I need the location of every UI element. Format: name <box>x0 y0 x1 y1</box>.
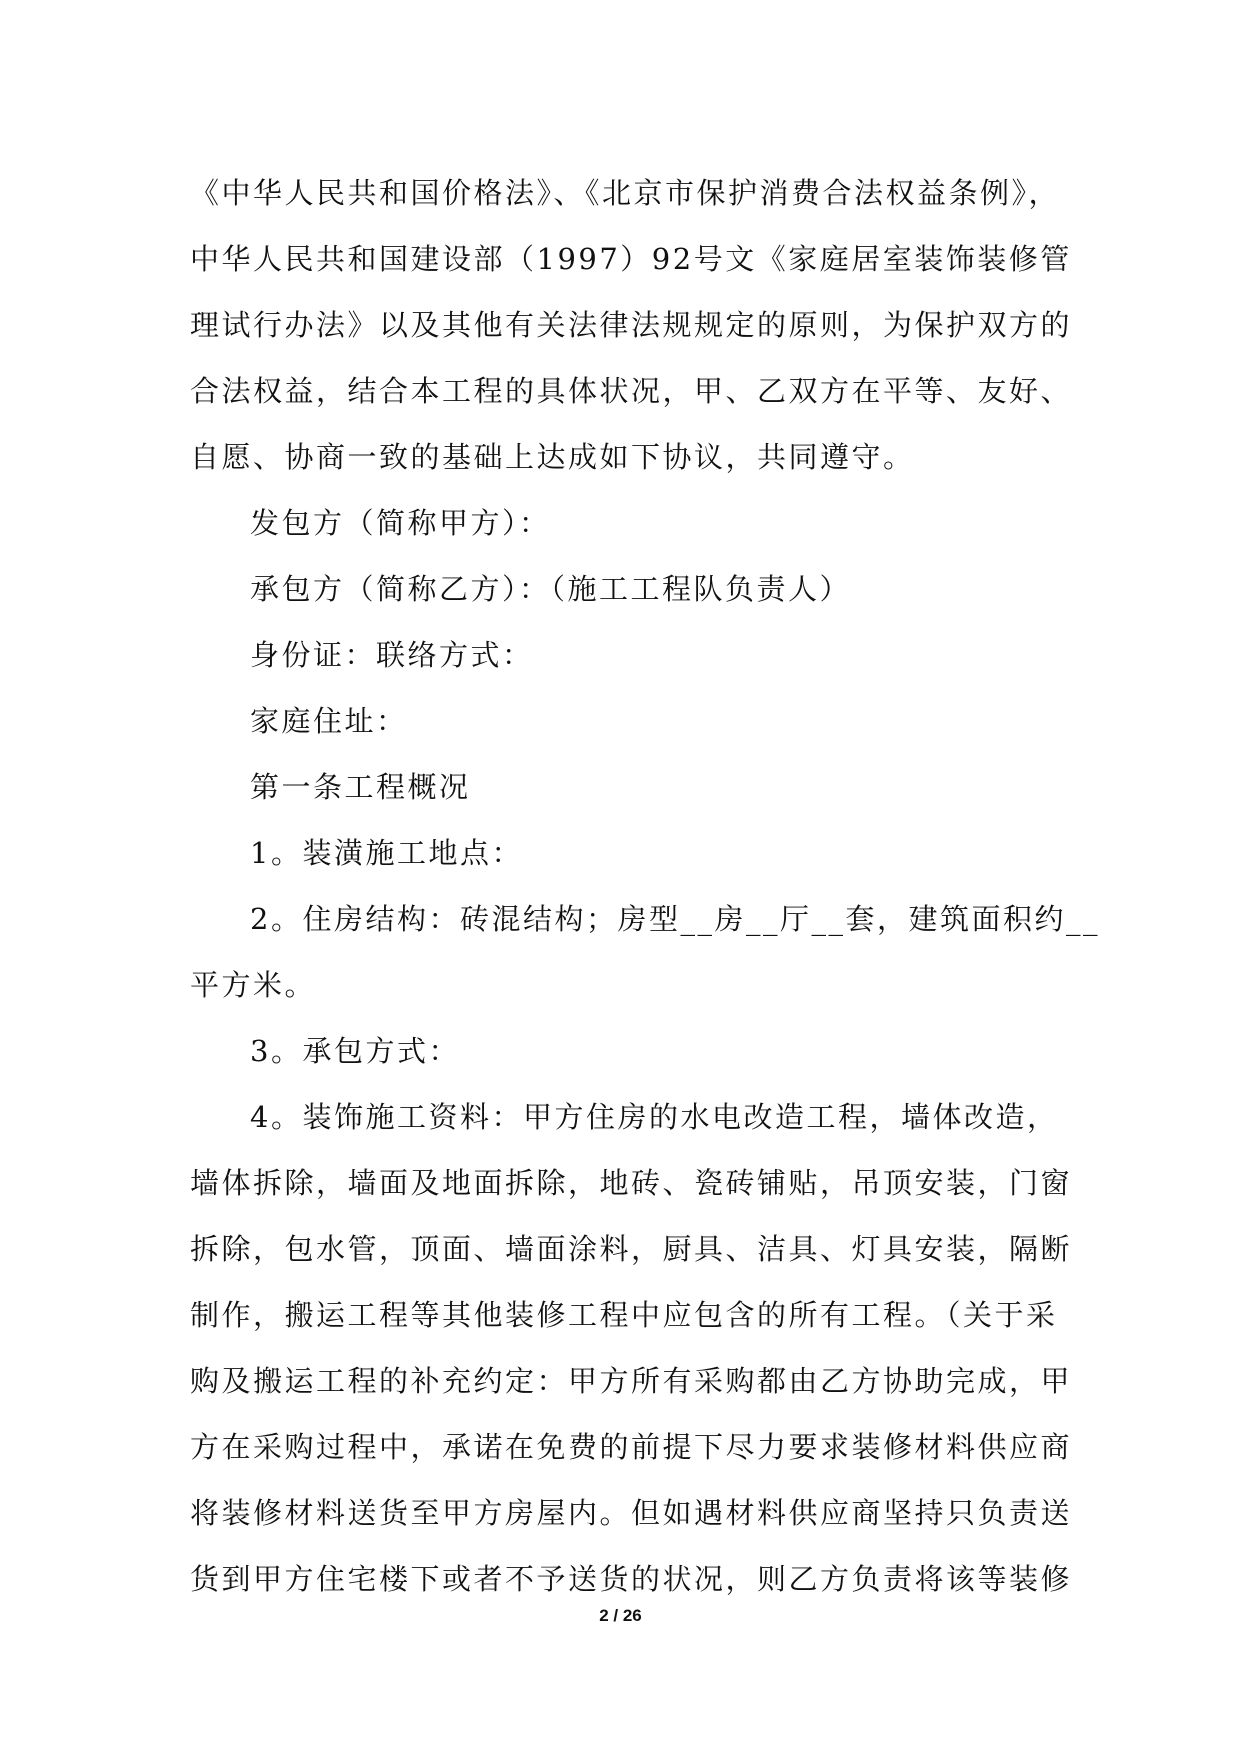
text-line: 家庭住址： <box>250 704 408 738</box>
text-line: 第一条工程概况 <box>250 770 471 804</box>
text-line: 自愿、协商一致的基础上达成如下协议，共同遵守。 <box>190 440 915 474</box>
page-number: 2 / 26 <box>599 1606 642 1625</box>
text-line: 4。装饰施工资料：甲方住房的水电改造工程，墙体改造， <box>250 1100 1059 1134</box>
text-line: 1。装潢施工地点： <box>250 836 523 870</box>
text-line: 发包方（简称甲方）： <box>250 506 551 540</box>
text-line: 方在采购过程中，承诺在免费的前提下尽力要求装修材料供应商 <box>190 1430 1073 1464</box>
text-line: 身份证：联络方式： <box>250 638 534 672</box>
text-line: 承包方（简称乙方）：（施工工程队负责人） <box>250 572 852 606</box>
text-line: 平方米。 <box>190 968 317 1002</box>
text-line: 货到甲方住宅楼下或者不予送货的状况，则乙方负责将该等装修 <box>190 1562 1073 1596</box>
text-line: 中华人民共和国建设部（1997）92号文《家庭居室装饰装修管 <box>190 242 1072 276</box>
text-line: 合法权益，结合本工程的具体状况，甲、乙双方在平等、友好、 <box>190 374 1073 408</box>
text-line: 《中华人民共和国价格法》、《北京市保护消费合法权益条例》， <box>190 176 1061 210</box>
text-line: 拆除，包水管，顶面、墙面涂料，厨具、洁具、灯具安装，隔断 <box>190 1232 1073 1266</box>
text-line: 将装修材料送货至甲方房屋内。但如遇材料供应商坚持只负责送 <box>190 1496 1073 1530</box>
text-line: 2。住房结构：砖混结构；房型__房__厅__套，建筑面积约__ <box>250 902 1100 936</box>
text-line: 3。承包方式： <box>250 1034 460 1068</box>
text-line: 制作，搬运工程等其他装修工程中应包含的所有工程。（关于采 <box>190 1298 1058 1332</box>
text-line: 理试行办法》以及其他有关法律法规规定的原则，为保护双方的 <box>190 308 1073 342</box>
text-line: 购及搬运工程的补充约定：甲方所有采购都由乙方协助完成，甲 <box>190 1364 1073 1398</box>
document-body <box>190 160 1100 1612</box>
text-line: 墙体拆除，墙面及地面拆除，地砖、瓷砖铺贴，吊顶安装，门窗 <box>190 1166 1073 1200</box>
